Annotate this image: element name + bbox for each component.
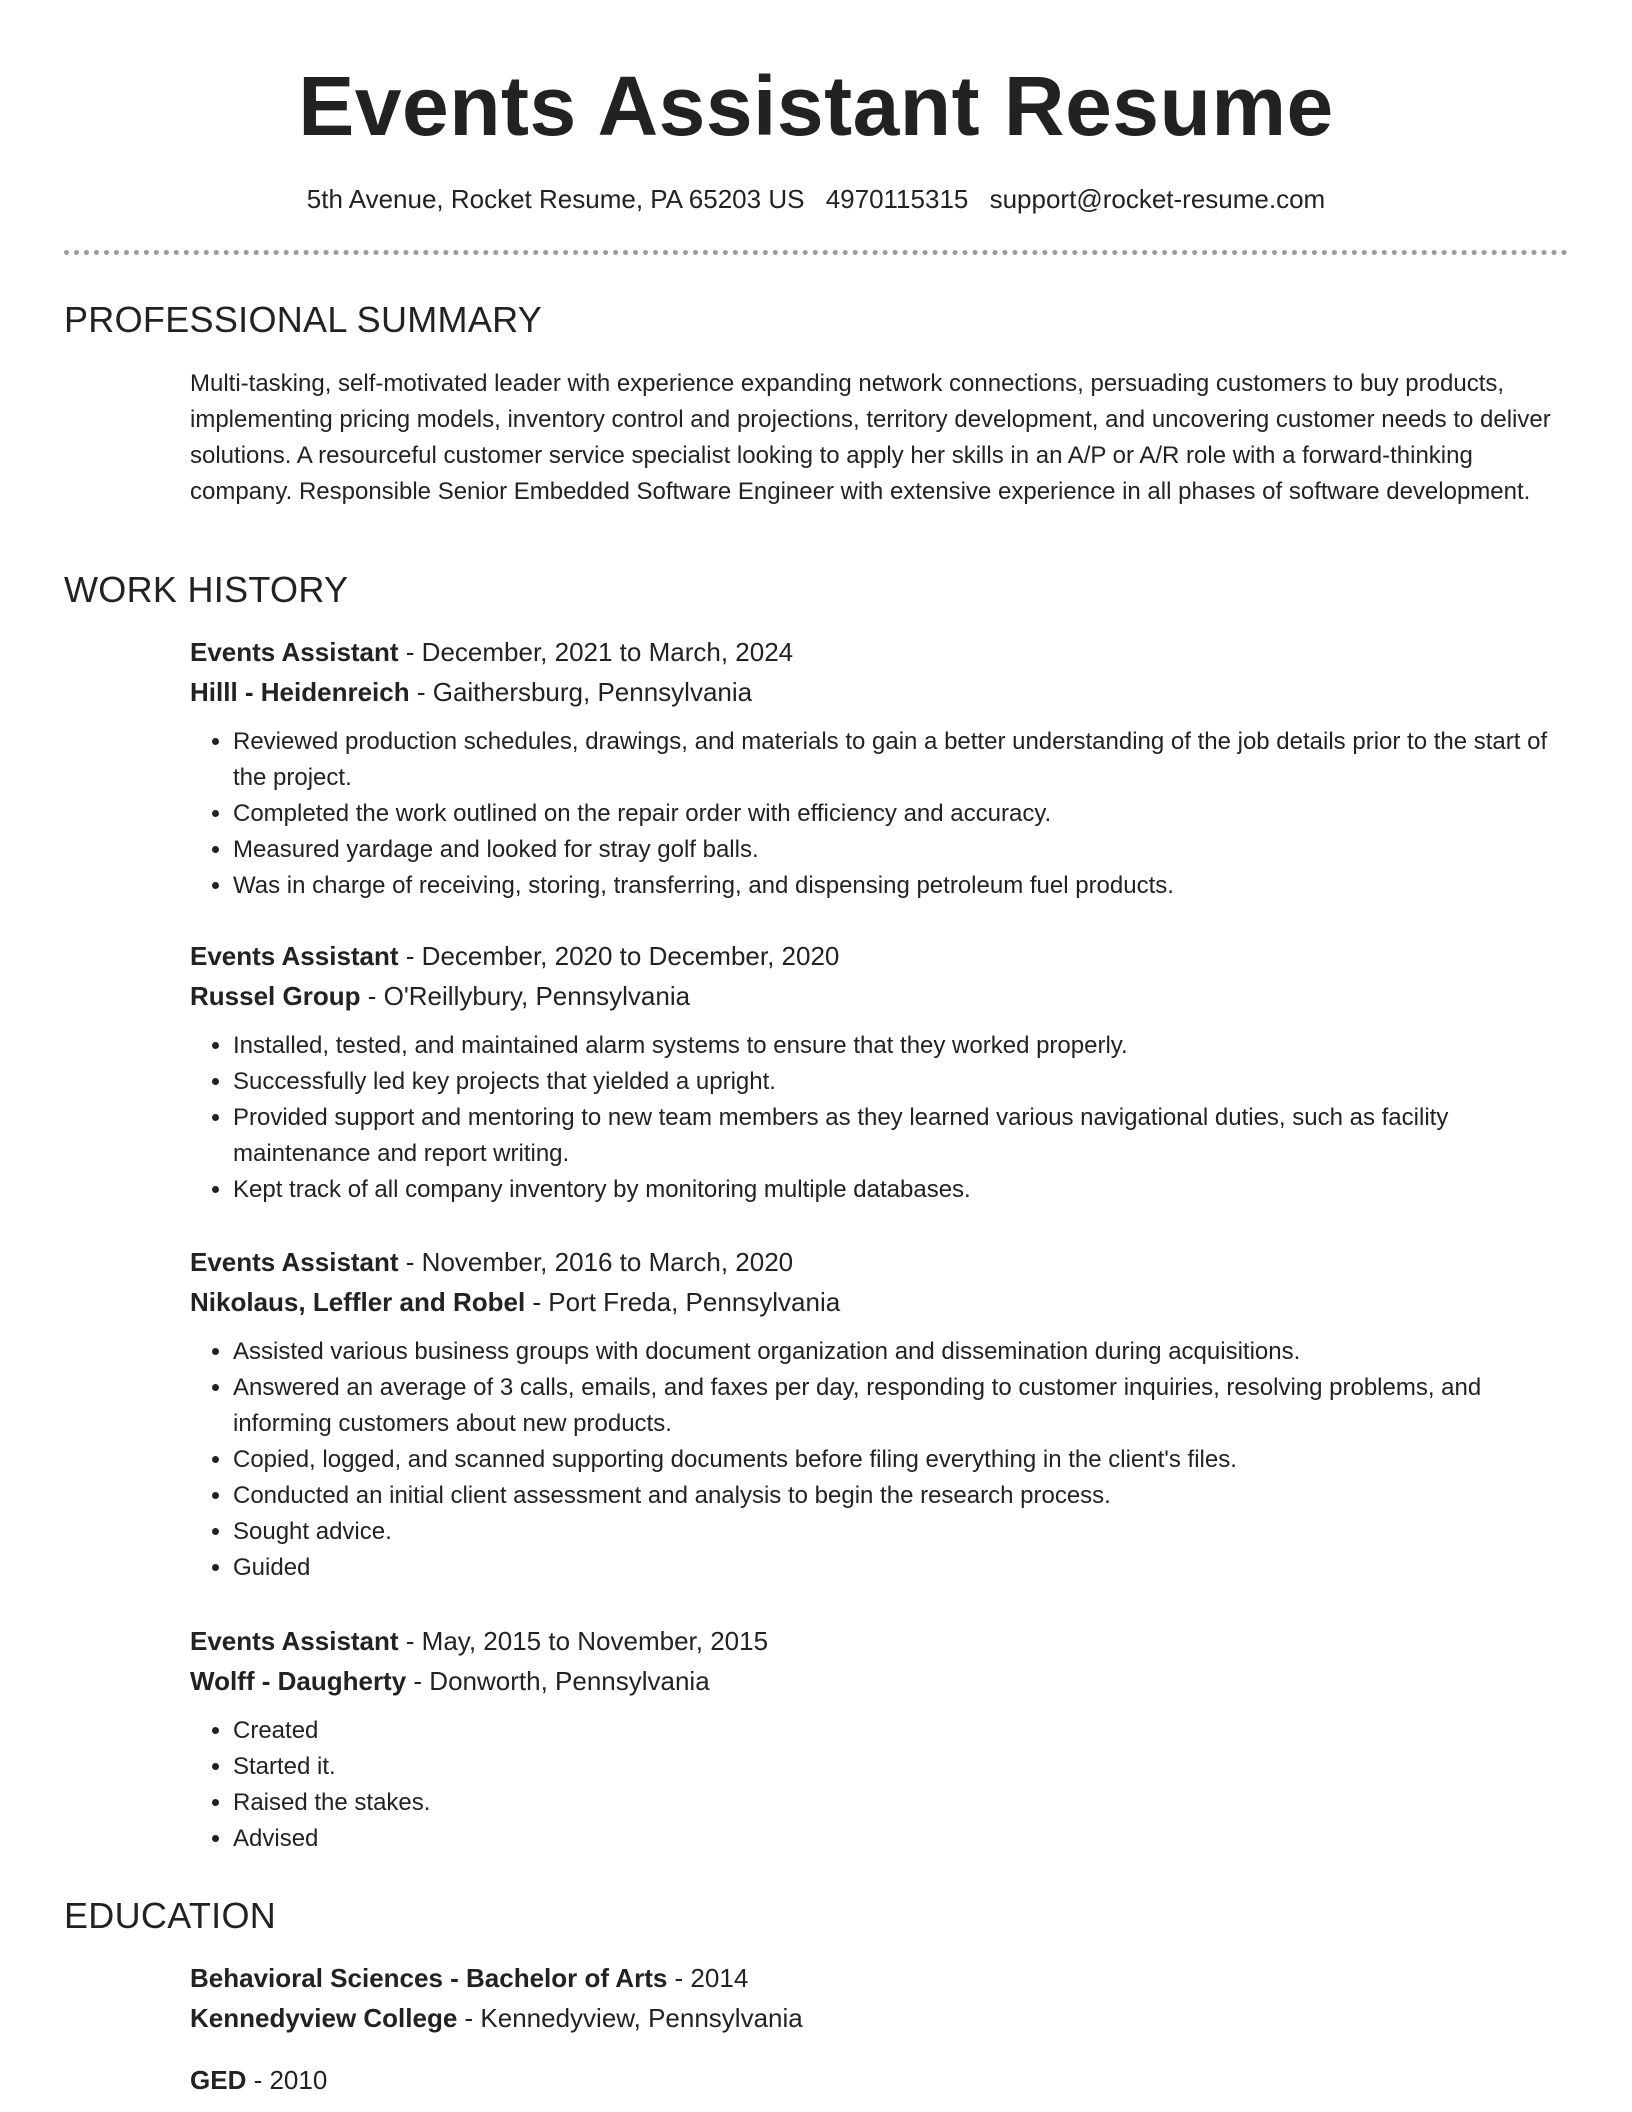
job-bullet: • Successfully led key projects that yielded a upright. <box>233 1064 1580 1100</box>
job-bullets <box>190 1028 1580 1208</box>
job-bullet: • Measured yardage and looked for stray golf balls. <box>233 832 1580 868</box>
contact-phone: 4970115315 <box>825 184 969 214</box>
education-year: - 2014 <box>667 1963 749 1993</box>
job-bullet: • Copied, logged, and scanned supporting documents before filing everything in the client's files. <box>233 1442 1580 1478</box>
job-bullet: • Advised <box>233 1821 1580 1857</box>
education-degree-line <box>190 2060 1580 2100</box>
job-bullet: • Reviewed production schedules, drawings, and materials to gain a better understanding of the job details prior to the start of the project. <box>233 724 1580 796</box>
job-bullet: • Kept track of all company inventory by monitoring multiple databases. <box>233 1172 1580 1208</box>
contact-email: support@rocket-resume.com <box>989 184 1326 214</box>
education-location: - Kennedyview, Pennsylvania <box>457 2003 803 2033</box>
job-entry <box>190 936 1580 1208</box>
job-company-line <box>190 1661 1580 1701</box>
work-history-heading: WORK HISTORY <box>64 569 349 610</box>
job-bullet: • Installed, tested, and maintained alarm systems to ensure that they worked properly. <box>233 1028 1580 1064</box>
job-location: - Gaithersburg, Pennsylvania <box>409 677 753 707</box>
job-entry <box>190 1621 1580 1857</box>
job-bullet: • Provided support and mentoring to new team members as they learned various navigational duties, such as facility maintenance and report writing. <box>233 1100 1580 1172</box>
education-school-line <box>190 1998 1580 2038</box>
education-entry <box>190 2060 1580 2100</box>
job-company: Nikolaus, Leffler and Robel <box>190 1287 526 1317</box>
job-company: Hilll - Heidenreich <box>190 677 410 707</box>
job-entry <box>190 632 1580 904</box>
job-company-line <box>190 976 1580 1016</box>
job-dates: - November, 2016 to March, 2020 <box>398 1247 794 1277</box>
job-bullet: • Answered an average of 3 calls, emails, and faxes per day, responding to customer inquiries, resolving problems, and informing customers about new products. <box>233 1370 1580 1442</box>
job-bullets <box>190 1334 1580 1586</box>
job-bullet: • Started it. <box>233 1749 1580 1785</box>
contact-line <box>0 182 1632 216</box>
job-title-line <box>190 632 1580 672</box>
education-school: Kennedyview College <box>190 2003 458 2033</box>
job-bullets <box>190 1713 1580 1857</box>
job-company: Russel Group <box>190 981 361 1011</box>
job-location: - O'Reillybury, Pennsylvania <box>360 981 691 1011</box>
job-bullet: • Raised the stakes. <box>233 1785 1580 1821</box>
contact-address: 5th Avenue, Rocket Resume, PA 65203 US <box>306 184 805 214</box>
job-title: Events Assistant <box>190 1247 399 1277</box>
job-title-line <box>190 936 1580 976</box>
job-bullet: • Conducted an initial client assessment and analysis to begin the research process. <box>233 1478 1580 1514</box>
job-bullet: • Was in charge of receiving, storing, transferring, and dispensing petroleum fuel products. <box>233 868 1580 904</box>
job-title: Events Assistant <box>190 941 399 971</box>
education-degree-line <box>190 1958 1580 1998</box>
job-bullets <box>190 724 1580 904</box>
job-location: - Donworth, Pennsylvania <box>406 1666 710 1696</box>
education-degree: Behavioral Sciences - Bachelor of Arts <box>190 1963 668 1993</box>
job-dates: - December, 2021 to March, 2024 <box>398 637 794 667</box>
job-bullet: • Assisted various business groups with document organization and dissemination during acquisitions. <box>233 1334 1580 1370</box>
job-title: Events Assistant <box>190 1626 399 1656</box>
job-dates: - December, 2020 to December, 2020 <box>398 941 840 971</box>
education-degree: GED <box>190 2065 247 2095</box>
job-company-line <box>190 672 1580 712</box>
summary-heading: PROFESSIONAL SUMMARY <box>64 299 543 340</box>
job-title-line <box>190 1621 1580 1661</box>
job-company: Wolff - Daugherty <box>190 1666 407 1696</box>
job-bullet: • Sought advice. <box>233 1514 1580 1550</box>
resume-title: Events Assistant Resume <box>298 59 1334 153</box>
education-year: - 2010 <box>246 2065 328 2095</box>
job-bullet: • Created <box>233 1713 1580 1749</box>
education-heading: EDUCATION <box>64 1895 277 1936</box>
job-location: - Port Freda, Pennsylvania <box>525 1287 841 1317</box>
job-dates: - May, 2015 to November, 2015 <box>398 1626 769 1656</box>
job-bullet: • Completed the work outlined on the repair order with efficiency and accuracy. <box>233 796 1580 832</box>
education-entry <box>190 1958 1580 2038</box>
job-title: Events Assistant <box>190 637 399 667</box>
summary-text: Multi-tasking, self-motivated leader with experience expanding network connections, persuading customers to buy products, implementing pricing models, inventory control and projections, territory development, and uncovering customer needs to deliver solutions. A resourceful customer service specialist looking to apply her skills in an A/P or A/R role with a forward-thinking company. Responsible Senior Embedded Software Engineer with extensive experience in all phases of software development. <box>190 370 1551 505</box>
job-bullet: • Guided <box>233 1550 1580 1586</box>
job-entry <box>190 1242 1580 1586</box>
header-divider <box>64 250 1568 255</box>
job-title-line <box>190 1242 1580 1282</box>
job-company-line <box>190 1282 1580 1322</box>
